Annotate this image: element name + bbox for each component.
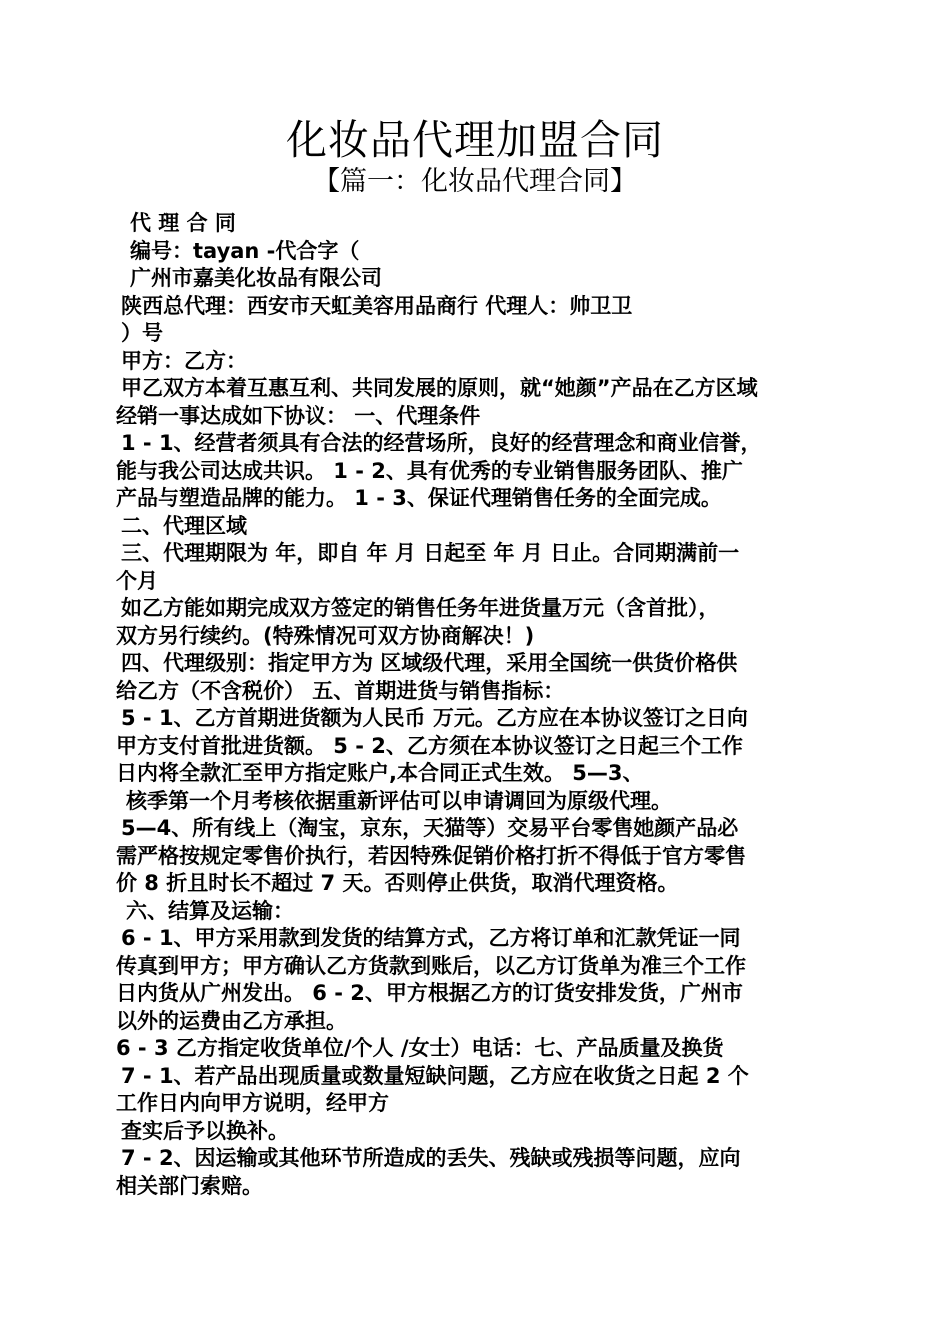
text-line: 陕西总代理：西安市天虹美容用品商行 代理人：帅卫卫	[121, 293, 633, 318]
text-line: ）号	[121, 321, 163, 345]
text-line: 个月	[116, 568, 158, 593]
text-line: 传真到甲方；甲方确认乙方货款到账后，以乙方订货单为准三个工作	[116, 953, 746, 978]
text-line: 产品与塑造品牌的能力。 1 - 3、保证代理销售任务的全面完成。	[116, 486, 722, 510]
text-line: 三、代理期限为 年，即自 年 月 日起至 年 月 日止。合同期满前一	[121, 541, 740, 565]
text-line: 编号：tayan -代合字（	[130, 238, 360, 263]
text-line: 查实后予以换补。	[121, 1118, 289, 1143]
section-heading: 二、代理区域	[121, 513, 247, 538]
text-line: 核季第一个月考核依据重新评估可以申请调回为原级代理。	[126, 788, 672, 813]
text-line: 相关部门索赔。	[116, 1173, 263, 1198]
text-line: 甲乙双方本着互惠互利、共同发展的原则，就“她颜”产品在乙方区域	[121, 376, 758, 400]
document-body	[116, 210, 846, 1200]
text-line: 甲方：乙方：	[121, 348, 247, 373]
text-line: 能与我公司达成共识。 1 - 2、具有优秀的专业销售服务团队、推广	[116, 458, 743, 483]
document-subtitle: 【篇一：化妆品代理合同】	[313, 166, 637, 197]
section-heading: 六、结算及运输：	[126, 898, 294, 923]
document-title: 化妆品代理加盟合同	[286, 116, 664, 164]
contract-heading: 代 理 合 同	[130, 211, 236, 235]
text-line: 5—4、所有线上（淘宝，京东，天猫等）交易平台零售她颜产品必	[121, 816, 739, 840]
text-line: 四、代理级别：指定甲方为 区域级代理，采用全国统一供货价格供	[121, 651, 738, 675]
text-line: 双方另行续约。(特殊情况可双方协商解决！)	[116, 623, 535, 648]
text-line: 需严格按规定零售价执行，若因特殊促销价格打折不得低于官方零售	[116, 843, 746, 868]
text-line: 7 - 2、因运输或其他环节所造成的丢失、残缺或残损等问题，应向	[121, 1146, 741, 1170]
text-line: 6 - 1、甲方采用款到发货的结算方式，乙方将订单和汇款凭证一同	[121, 926, 741, 950]
text-line: 5 - 1、乙方首期进货额为人民币 万元。乙方应在本协议签订之日向	[121, 706, 748, 730]
text-line: 6 - 3 乙方指定收货单位/个人 /女士）电话：七、产品质量及换货	[116, 1036, 724, 1060]
text-line: 价 8 折且时长不超过 7 天。否则停止供货，取消代理资格。	[116, 871, 679, 895]
text-line: 给乙方（不含税价） 五、首期进货与销售指标：	[116, 678, 565, 703]
text-line: 日内将全款汇至甲方指定账户,本合同正式生效。 5—3、	[116, 761, 644, 785]
text-line: 工作日内向甲方说明，经甲方	[116, 1091, 389, 1115]
text-line: 甲方支付首批进货额。 5 - 2、乙方须在本协议签订之日起三个工作	[116, 733, 743, 758]
text-line: 广州市嘉美化妆品有限公司	[130, 266, 382, 290]
text-line: 1 - 1、经营者须具有合法的经营场所，良好的经营理念和商业信誉，	[121, 431, 762, 455]
text-line: 以外的运费由乙方承担。	[116, 1008, 347, 1033]
text-line: 经销一事达成如下协议： 一、代理条件	[116, 403, 481, 428]
text-line: 日内货从广州发出。 6 - 2、甲方根据乙方的订货安排发货，广州市	[116, 981, 743, 1005]
text-line: 如乙方能如期完成双方签定的销售任务年进货量万元（含首批），	[121, 596, 720, 620]
text-line: 7 - 1、若产品出现质量或数量短缺问题，乙方应在收货之日起 2 个	[121, 1063, 749, 1088]
